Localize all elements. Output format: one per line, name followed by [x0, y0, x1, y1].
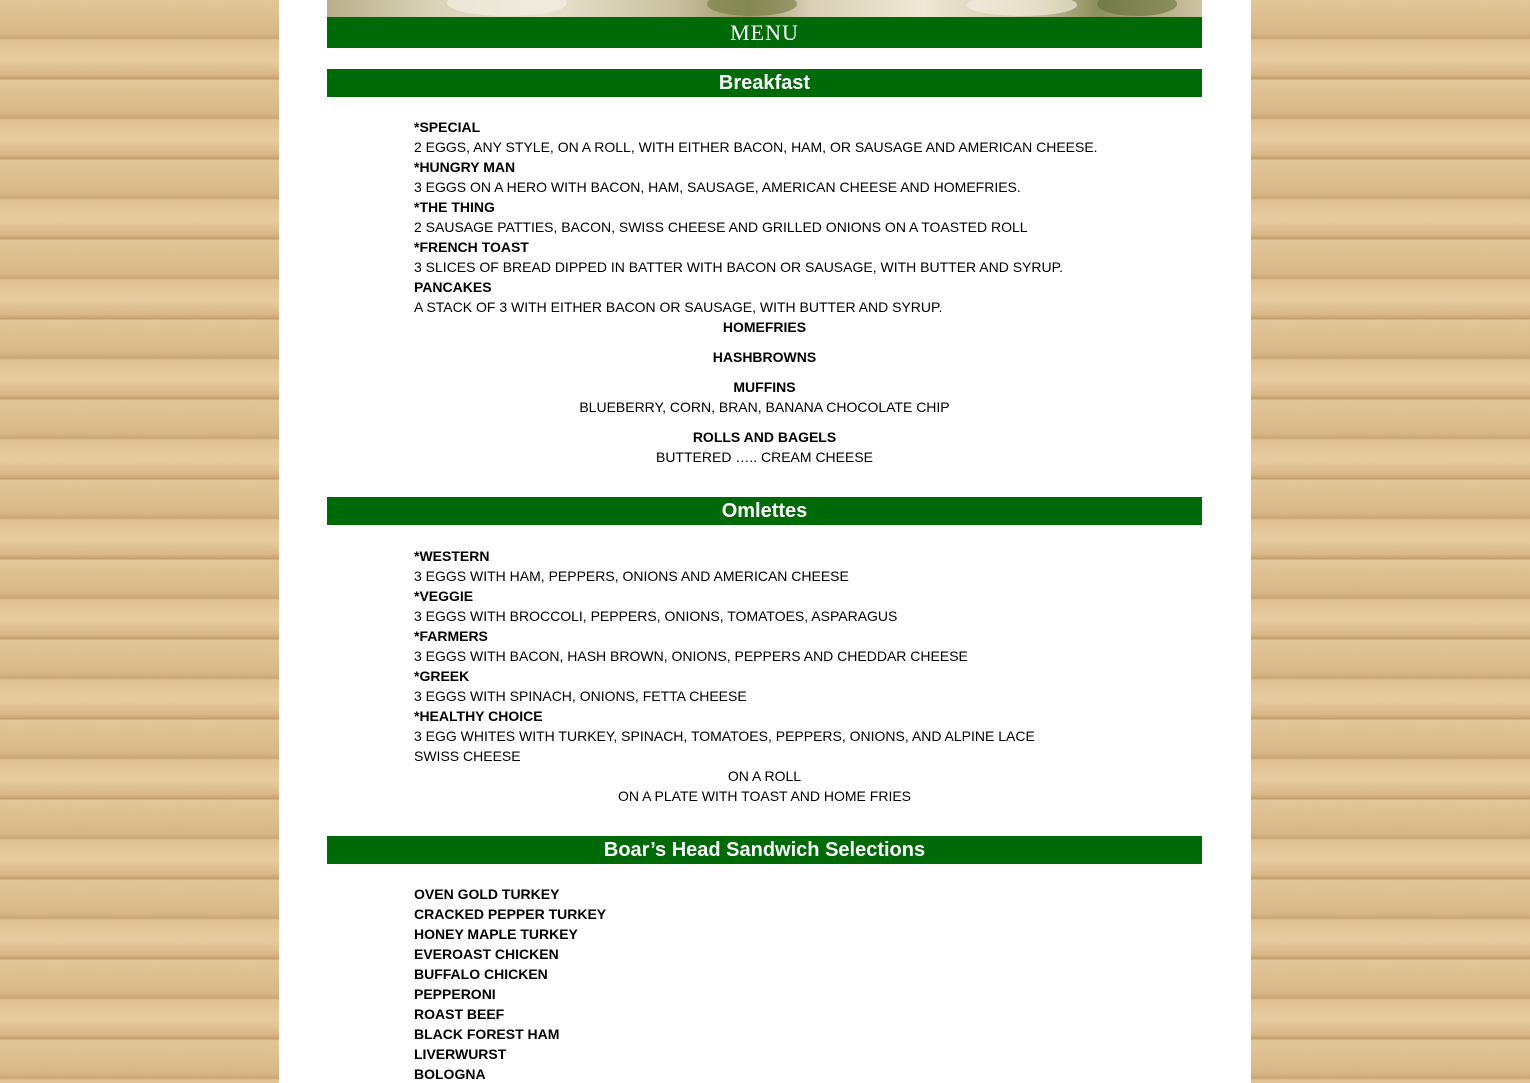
item-description: A STACK OF 3 WITH EITHER BACON OR SAUSAGE, WITH BUTTER AND SYRUP.: [414, 299, 943, 315]
sandwich-item: LIVERWURST: [414, 1046, 507, 1062]
item-name: *THE THING: [414, 199, 495, 215]
item-name: *FARMERS: [414, 628, 488, 644]
item-name: *SPECIAL: [414, 119, 481, 135]
item-description: 3 EGGS WITH HAM, PEPPERS, ONIONS AND AMERICAN CHEESE: [414, 568, 849, 584]
sandwich-item: BLACK FOREST HAM: [414, 1026, 560, 1042]
sandwich-item: BUFFALO CHICKEN: [414, 966, 548, 982]
item-description-cont: SWISS CHEESE: [414, 748, 521, 764]
sandwich-item: BOLOGNA: [414, 1066, 486, 1082]
rolls-options: BUTTERED ….. CREAM CHEESE: [655, 449, 874, 465]
sandwich-item: CRACKED PEPPER TURKEY: [414, 906, 607, 922]
item-name: *HEALTHY CHOICE: [414, 708, 543, 724]
menu-title-bar: MENU: [327, 17, 1202, 48]
item-description: 2 EGGS, ANY STYLE, ON A ROLL, WITH EITHER BACON, HAM, OR SAUSAGE AND AMERICAN CHEESE.: [414, 139, 1098, 155]
side-rolls-bagels: ROLLS AND BAGELS: [692, 429, 837, 445]
omlettes-heading: Omlettes: [327, 497, 1202, 525]
item-description: 3 EGGS ON A HERO WITH BACON, HAM, SAUSAGE, AMERICAN CHEESE AND HOMEFRIES.: [414, 179, 1021, 195]
item-name: PANCAKES: [414, 279, 492, 295]
banner-highlight: [967, 0, 1077, 16]
item-description: 3 EGGS WITH SPINACH, ONIONS, FETTA CHEESE: [414, 688, 747, 704]
menu-page: [279, 0, 1251, 1083]
sandwich-item: HONEY MAPLE TURKEY: [414, 926, 578, 942]
sandwich-item: PEPPERONI: [414, 986, 496, 1002]
banner-highlight: [447, 0, 567, 16]
breakfast-heading: Breakfast: [327, 69, 1202, 97]
banner-food-shape: [1097, 0, 1177, 16]
item-name: *VEGGIE: [414, 588, 474, 604]
item-description: 3 SLICES OF BREAD DIPPED IN BATTER WITH BACON OR SAUSAGE, WITH BUTTER AND SYRUP.: [414, 259, 1064, 275]
sandwich-item: OVEN GOLD TURKEY: [414, 886, 560, 902]
banner-food-shape: [707, 0, 797, 16]
item-description: 3 EGG WHITES WITH TURKEY, SPINACH, TOMATOES, PEPPERS, ONIONS, AND ALPINE LACE: [414, 728, 1035, 744]
sandwich-item: ROAST BEEF: [414, 1006, 505, 1022]
side-hashbrowns: HASHBROWNS: [712, 349, 817, 365]
item-description: 2 SAUSAGE PATTIES, BACON, SWISS CHEESE AND GRILLED ONIONS ON A TOASTED ROLL: [414, 219, 1028, 235]
muffin-types: BLUEBERRY, CORN, BRAN, BANANA CHOCOLATE CHIP: [579, 399, 950, 415]
item-name: *FRENCH TOAST: [414, 239, 529, 255]
item-name: *HUNGRY MAN: [414, 159, 516, 175]
item-name: *GREEK: [414, 668, 470, 684]
side-homefries: HOMEFRIES: [722, 319, 807, 335]
header-banner-image: [327, 0, 1202, 17]
sandwiches-heading: Boar’s Head Sandwich Selections: [327, 836, 1202, 864]
item-description: 3 EGGS WITH BACON, HASH BROWN, ONIONS, PEPPERS AND CHEDDAR CHEESE: [414, 648, 968, 664]
side-muffins: MUFFINS: [733, 379, 796, 395]
item-name: *WESTERN: [414, 548, 490, 564]
serving-option: ON A ROLL: [727, 768, 802, 784]
serving-option: ON A PLATE WITH TOAST AND HOME FRIES: [617, 788, 912, 804]
item-description: 3 EGGS WITH BROCCOLI, PEPPERS, ONIONS, TOMATOES, ASPARAGUS: [414, 608, 898, 624]
sandwich-item: EVEROAST CHICKEN: [414, 946, 559, 962]
